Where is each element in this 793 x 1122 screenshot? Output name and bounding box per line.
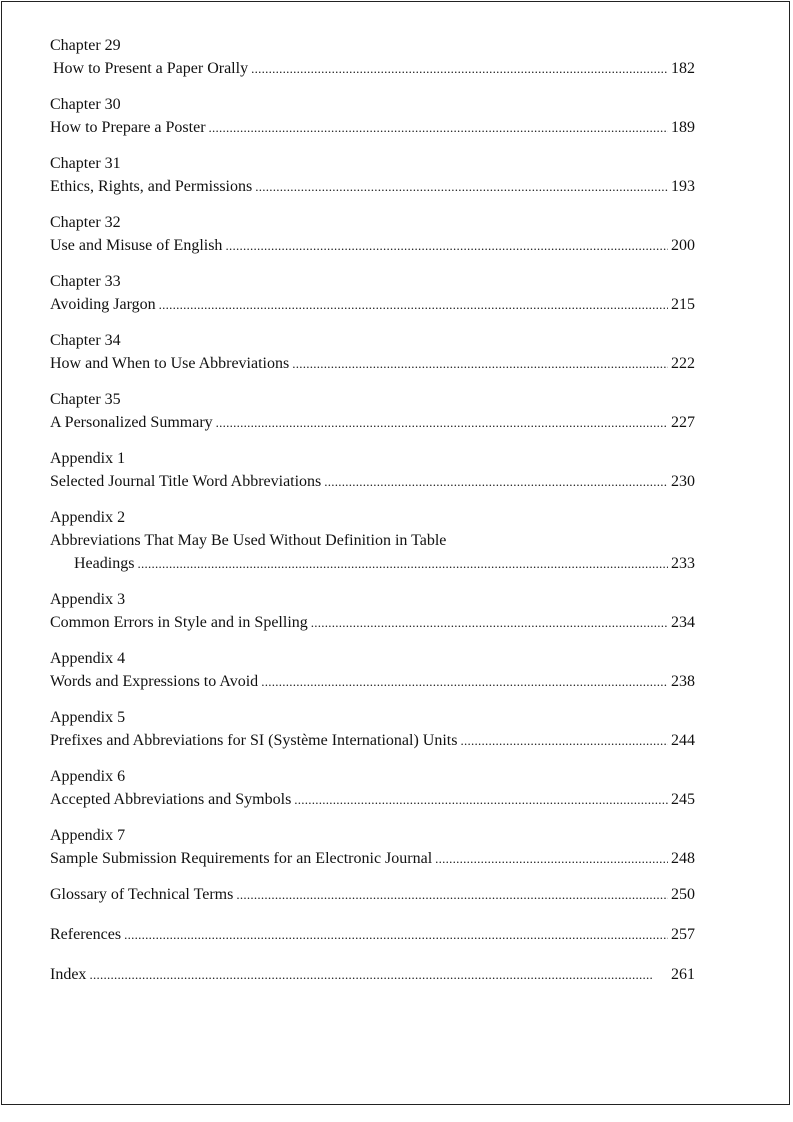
entry-heading: Chapter 30 [50, 96, 121, 113]
entry-heading: Appendix 4 [50, 650, 126, 667]
dot-leader [89, 963, 668, 986]
dot-leader [292, 352, 668, 375]
entry-heading: Appendix 6 [50, 768, 126, 785]
entry-page-number: 250 [671, 886, 695, 903]
toc-entry-appendix-4 [50, 647, 695, 693]
dot-leader [137, 552, 668, 575]
toc-entry-chapter-32 [50, 211, 695, 257]
entry-page-number: 233 [671, 555, 695, 572]
entry-page-number: 227 [671, 414, 695, 431]
entry-title: Prefixes and Abbreviations for SI (Système International) Units [50, 732, 458, 749]
entry-title: How and When to Use Abbreviations [50, 355, 290, 372]
entry-line[interactable] [50, 611, 695, 634]
entry-page-number: 215 [671, 296, 695, 313]
entry-title: Selected Journal Title Word Abbreviations [50, 473, 322, 490]
entry-line[interactable] [50, 234, 695, 257]
entry-line[interactable] [50, 411, 695, 434]
toc-entry-appendix-1 [50, 447, 695, 493]
entry-line[interactable] [50, 963, 695, 986]
entry-page-number: 257 [671, 926, 695, 943]
entry-page-number: 182 [671, 60, 695, 77]
entry-line[interactable] [50, 175, 695, 198]
entry-heading: Appendix 1 [50, 450, 126, 467]
dot-leader [251, 57, 668, 80]
entry-heading: Appendix 3 [50, 591, 126, 608]
toc-entry-appendix-7 [50, 824, 695, 870]
entry-page-number: 200 [671, 237, 695, 254]
dot-leader [216, 411, 668, 434]
entry-page-number: 238 [671, 673, 695, 690]
entry-page-number: 245 [671, 791, 695, 808]
table-of-contents [50, 34, 695, 1003]
entry-heading: Chapter 33 [50, 273, 121, 290]
dot-leader [159, 293, 668, 316]
entry-page-number: 261 [671, 966, 695, 983]
entry-heading: Chapter 29 [50, 37, 121, 54]
entry-page-number: 230 [671, 473, 695, 490]
entry-heading: Chapter 34 [50, 332, 121, 349]
toc-entry-chapter-31 [50, 152, 695, 198]
entry-line[interactable] [50, 788, 695, 811]
entry-line[interactable] [50, 729, 695, 752]
entry-page-number: 193 [671, 178, 695, 195]
dot-leader [294, 788, 668, 811]
entry-title: Avoiding Jargon [50, 296, 156, 313]
dot-leader [311, 611, 668, 634]
dot-leader [324, 470, 668, 493]
toc-entry-appendix-3 [50, 588, 695, 634]
dot-leader [435, 847, 668, 870]
entry-title: How to Prepare a Poster [50, 119, 206, 136]
entry-page-number: 234 [671, 614, 695, 631]
entry-page-number: 248 [671, 850, 695, 867]
dot-leader [225, 234, 668, 257]
toc-entry-chapter-33 [50, 270, 695, 316]
entry-title: Sample Submission Requirements for an Electronic Journal [50, 850, 433, 867]
entry-heading: Chapter 32 [50, 214, 121, 231]
entry-title: Glossary of Technical Terms [50, 886, 234, 903]
entry-line[interactable] [50, 552, 695, 575]
dot-leader [124, 923, 668, 946]
entry-page-number: 189 [671, 119, 695, 136]
entry-title-line-2: Headings [74, 555, 135, 572]
entry-line[interactable] [50, 847, 695, 870]
entry-title: References [50, 926, 122, 943]
entry-line[interactable] [50, 470, 695, 493]
dot-leader [236, 883, 668, 906]
entry-line[interactable] [50, 352, 695, 375]
toc-entry-index [50, 963, 695, 986]
entry-line[interactable] [50, 923, 695, 946]
entry-heading: Chapter 31 [50, 155, 121, 172]
entry-title: A Personalized Summary [50, 414, 213, 431]
entry-heading: Appendix 2 [50, 509, 126, 526]
entry-heading: Appendix 5 [50, 709, 126, 726]
entry-line[interactable] [50, 670, 695, 693]
toc-entry-chapter-30 [50, 93, 695, 139]
entry-title: Index [50, 966, 87, 983]
entry-line[interactable] [50, 883, 695, 906]
entry-title-line-1: Abbreviations That May Be Used Without Definition in Table [50, 532, 447, 549]
toc-entry-glossary [50, 883, 695, 906]
entry-title: Words and Expressions to Avoid [50, 673, 259, 690]
dot-leader [209, 116, 668, 139]
entry-title: Accepted Abbreviations and Symbols [50, 791, 292, 808]
entry-page-number: 244 [671, 732, 695, 749]
entry-line[interactable] [50, 293, 695, 316]
entry-heading: Appendix 7 [50, 827, 126, 844]
toc-entry-appendix-2 [50, 506, 695, 575]
dot-leader [460, 729, 668, 752]
toc-entry-references [50, 923, 695, 946]
toc-entry-appendix-5 [50, 706, 695, 752]
entry-line[interactable] [50, 57, 695, 80]
toc-entry-chapter-34 [50, 329, 695, 375]
toc-entry-appendix-6 [50, 765, 695, 811]
entry-page-number: 222 [671, 355, 695, 372]
entry-title: Use and Misuse of English [50, 237, 223, 254]
dot-leader [255, 175, 668, 198]
entry-heading: Chapter 35 [50, 391, 121, 408]
dot-leader [261, 670, 668, 693]
entry-title: Common Errors in Style and in Spelling [50, 614, 308, 631]
toc-entry-chapter-29 [50, 34, 695, 80]
entry-line[interactable] [50, 116, 695, 139]
entry-title: How to Present a Paper Orally [53, 60, 249, 77]
entry-title: Ethics, Rights, and Permissions [50, 178, 253, 195]
toc-entry-chapter-35 [50, 388, 695, 434]
